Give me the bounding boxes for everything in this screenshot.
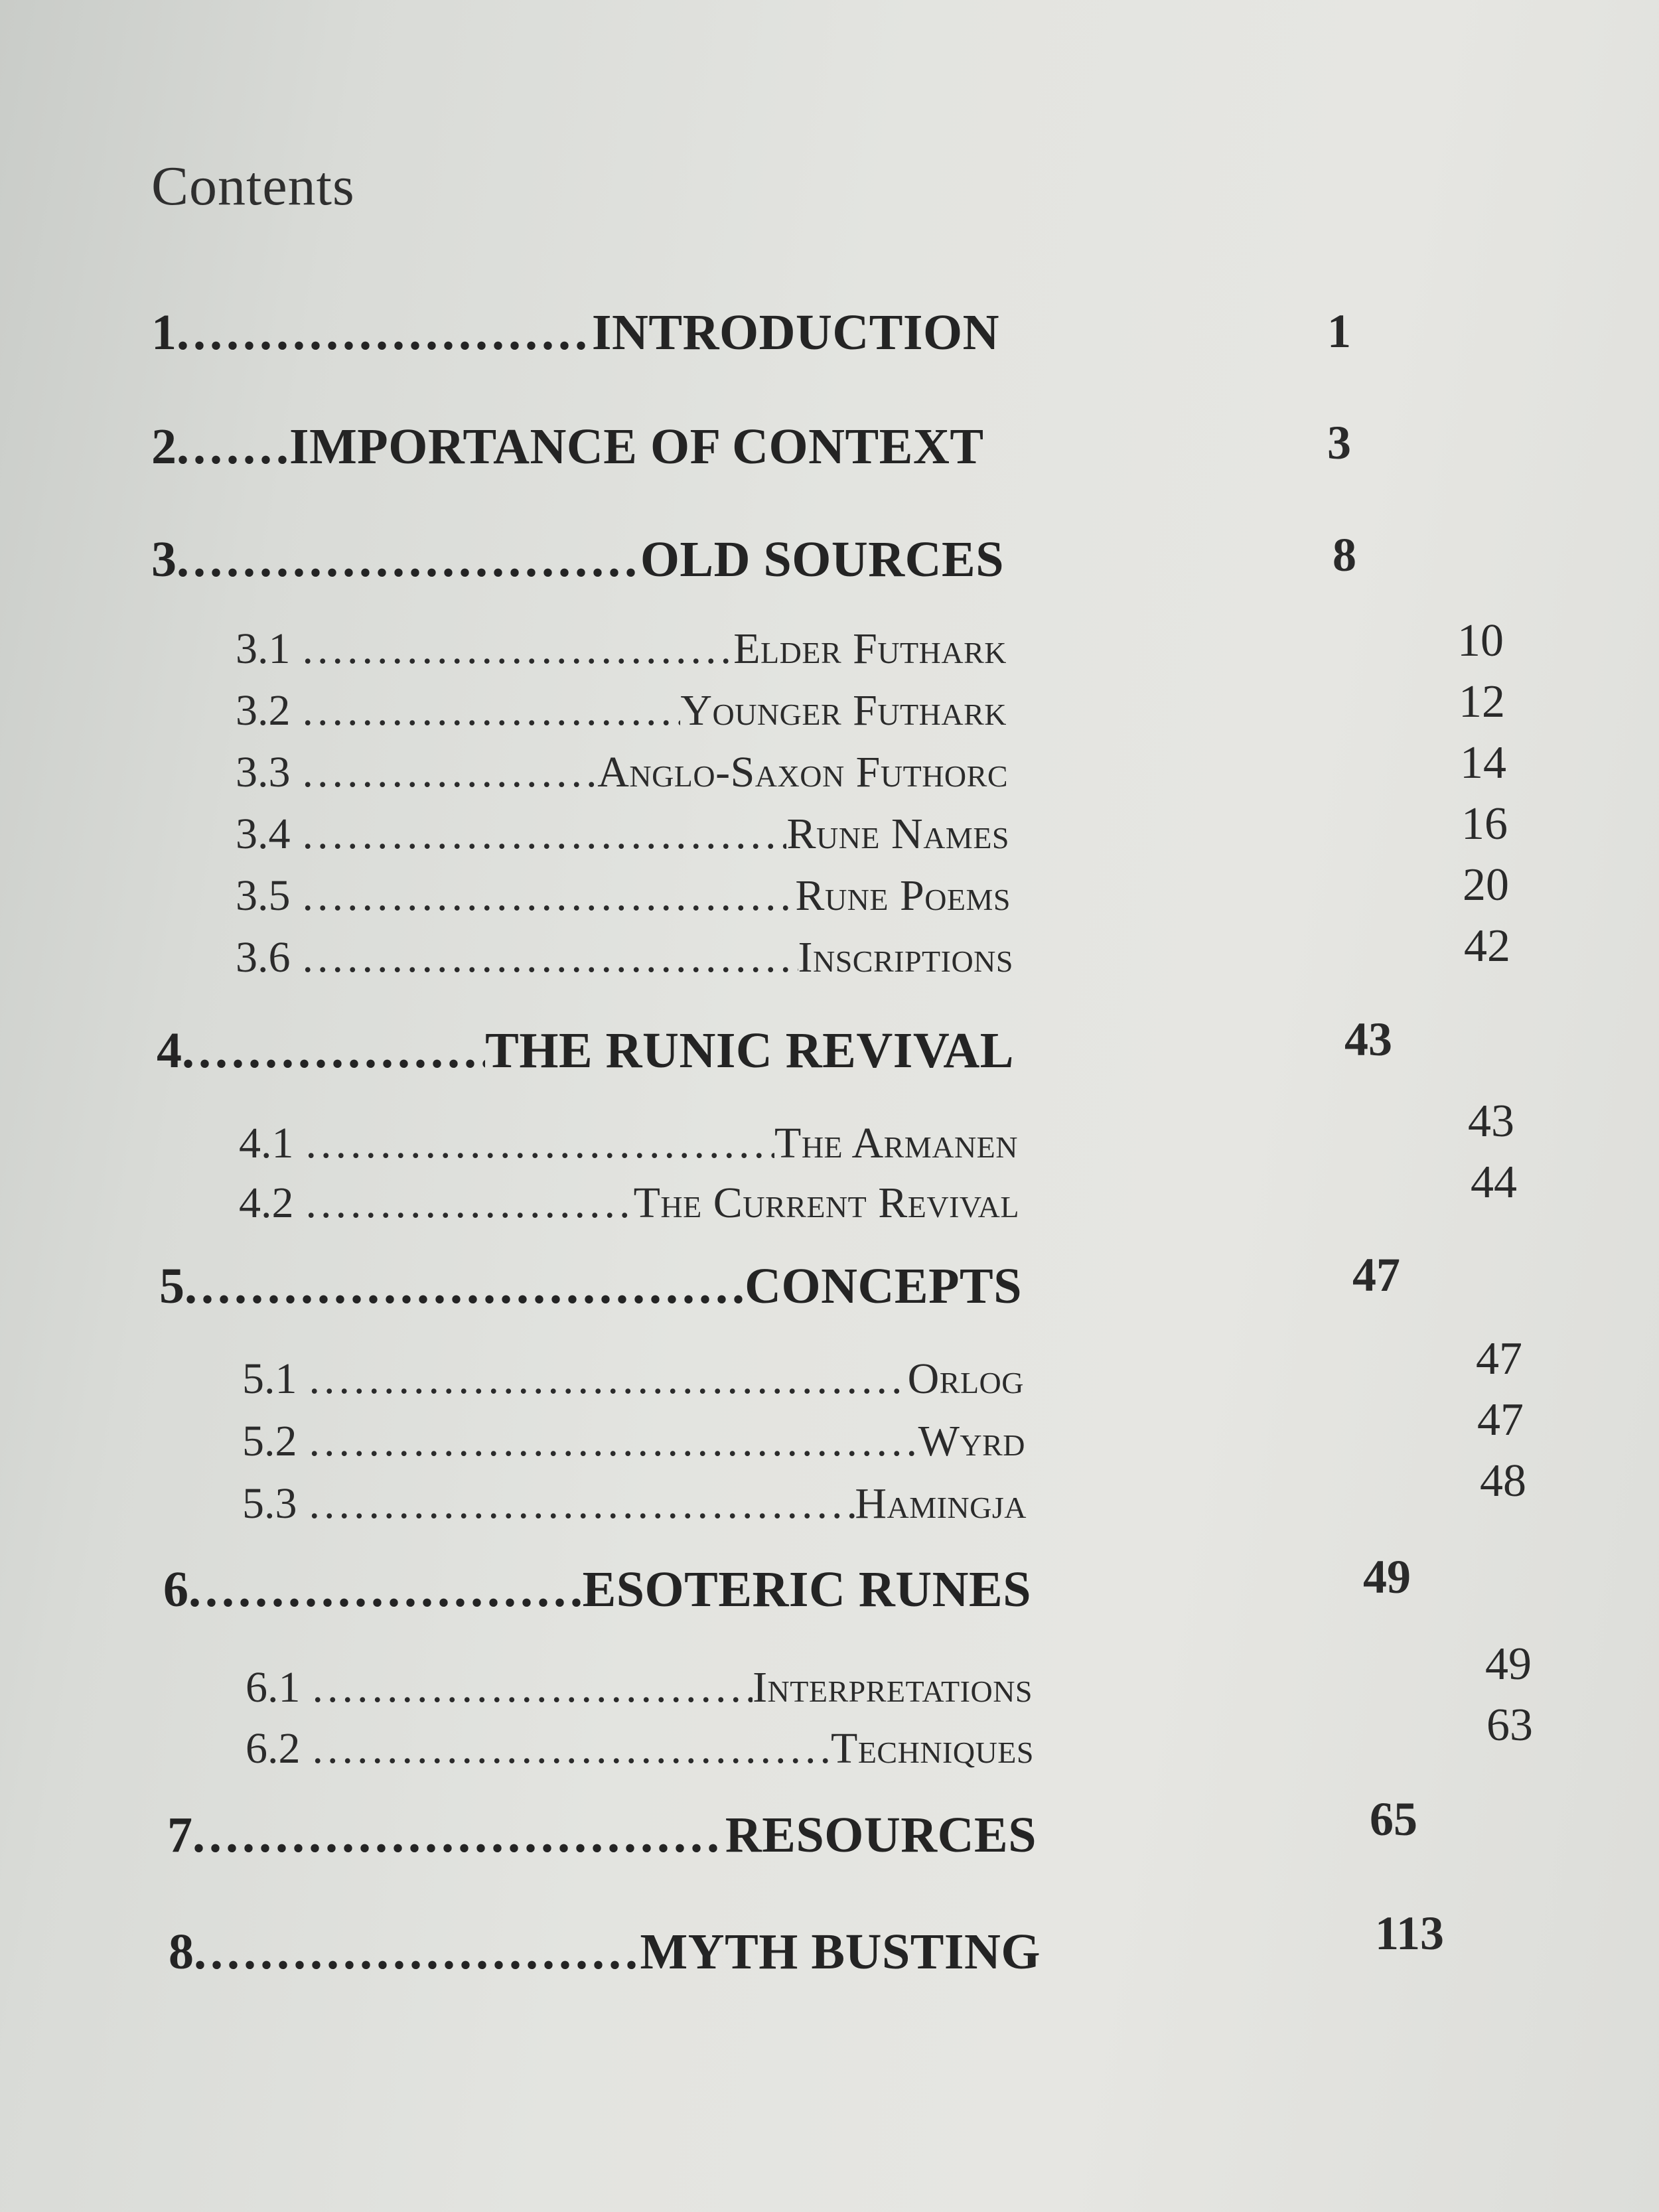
section-3-3-page: 14 (1460, 737, 1506, 788)
section-title: The Current Revival (633, 1179, 1019, 1227)
toc-chapter-2 (151, 418, 1004, 476)
chapter-title: INTRODUCTION (591, 305, 999, 360)
chapter-number: 8 (169, 1924, 194, 1980)
toc-section-4-1 (239, 1118, 1018, 1169)
section-6-2-page: 63 (1486, 1700, 1533, 1751)
dot-leader (184, 1258, 745, 1315)
dot-leader (192, 1806, 725, 1864)
section-title: Rune Names (786, 810, 1009, 858)
toc-chapter-3 (151, 531, 1004, 589)
section-3-1-page: 10 (1457, 615, 1504, 666)
dot-leader (309, 1479, 855, 1529)
chapter-number: 7 (167, 1807, 192, 1863)
bleed-through-texture (1294, 239, 1639, 300)
dot-leader (306, 1178, 634, 1228)
section-number: 6.1 (246, 1663, 301, 1712)
section-number: 3.1 (236, 625, 291, 673)
dot-leader (309, 1416, 918, 1467)
toc-chapter-1 (151, 304, 999, 362)
page-title: Contents (151, 155, 355, 217)
section-4-1-page: 43 (1468, 1096, 1514, 1147)
section-number: 3.3 (236, 748, 291, 796)
section-title: Wyrd (918, 1417, 1025, 1465)
toc-section-5-2 (242, 1416, 1025, 1467)
section-3-4-page: 16 (1461, 798, 1508, 849)
toc-section-4-2 (239, 1178, 1019, 1228)
dot-leader (303, 932, 798, 983)
dot-leader (309, 1354, 908, 1404)
chapter-number: 5 (159, 1258, 184, 1314)
dot-leader (177, 304, 592, 362)
section-3-2-page: 12 (1459, 676, 1505, 727)
chapter-title: ESOTERIC RUNES (582, 1562, 1031, 1617)
section-title: Inscriptions (798, 933, 1013, 982)
toc-chapter-5 (159, 1258, 1022, 1315)
toc-section-6-2 (246, 1724, 1034, 1774)
section-number: 3.2 (236, 686, 291, 735)
toc-section-5-3 (242, 1479, 1027, 1529)
section-title: Interpretations (753, 1663, 1033, 1712)
toc-section-5-1 (242, 1354, 1024, 1404)
dot-leader (194, 1923, 640, 1981)
section-5-2-page: 47 (1477, 1394, 1524, 1445)
chapter-1-page: 1 (1327, 305, 1351, 358)
chapter-number: 6 (163, 1562, 188, 1617)
toc-section-3-3 (236, 747, 1008, 798)
toc-chapter-4 (157, 1022, 1014, 1080)
section-number: 3.5 (236, 871, 291, 920)
chapter-7-page: 65 (1370, 1793, 1417, 1846)
section-number: 4.2 (239, 1179, 294, 1227)
section-4-2-page: 44 (1471, 1157, 1517, 1208)
toc-section-6-1 (246, 1662, 1033, 1713)
chapter-title: THE RUNIC REVIVAL (485, 1023, 1014, 1078)
section-3-6-page: 42 (1464, 921, 1510, 972)
toc-chapter-6 (163, 1561, 1031, 1619)
chapter-number: 3 (151, 532, 177, 587)
section-5-3-page: 48 (1480, 1455, 1526, 1507)
section-number: 5.1 (242, 1355, 297, 1403)
section-3-5-page: 20 (1463, 859, 1509, 911)
dot-leader (313, 1662, 753, 1713)
section-title: Anglo-Saxon Futhorc (597, 748, 1008, 796)
dot-leader (306, 1118, 775, 1169)
section-title: Elder Futhark (733, 625, 1007, 673)
toc-section-3-2 (236, 686, 1007, 736)
chapter-4-page: 43 (1344, 1013, 1392, 1066)
dot-leader (303, 809, 787, 859)
dot-leader (303, 686, 681, 736)
dot-leader (303, 747, 598, 798)
toc-section-3-6 (236, 932, 1013, 983)
toc-section-3-4 (236, 809, 1009, 859)
chapter-number: 2 (151, 419, 177, 475)
section-title: Hamingja (855, 1479, 1027, 1528)
toc-section-3-1 (236, 624, 1007, 674)
chapter-8-page: 113 (1375, 1907, 1445, 1960)
section-number: 5.2 (242, 1417, 297, 1465)
dot-leader (182, 1022, 485, 1080)
dot-leader (303, 624, 734, 674)
section-number: 3.6 (236, 933, 291, 982)
dot-leader (313, 1724, 831, 1774)
section-number: 6.2 (246, 1724, 301, 1773)
chapter-title: RESOURCES (725, 1807, 1037, 1863)
toc-chapter-7 (167, 1806, 1037, 1864)
section-number: 3.4 (236, 810, 291, 858)
section-6-1-page: 49 (1485, 1639, 1532, 1690)
chapter-title: OLD SOURCES (640, 532, 1004, 587)
section-title: Younger Futhark (680, 686, 1007, 735)
section-title: The Armanen (774, 1119, 1018, 1167)
section-title: Orlog (907, 1355, 1024, 1403)
section-number: 4.1 (239, 1119, 294, 1167)
chapter-2-page: 3 (1327, 416, 1351, 469)
dot-leader (177, 418, 289, 476)
dot-leader (177, 531, 640, 589)
section-title: Techniques (831, 1724, 1034, 1773)
dot-leader (303, 871, 796, 921)
toc-section-3-5 (236, 871, 1011, 921)
chapter-number: 1 (151, 305, 177, 360)
section-title: Rune Poems (795, 871, 1011, 920)
chapter-3-page: 8 (1333, 528, 1356, 581)
chapter-title: MYTH BUSTING (640, 1924, 1041, 1980)
chapter-6-page: 49 (1363, 1550, 1411, 1603)
section-5-1-page: 47 (1476, 1333, 1522, 1384)
section-number: 5.3 (242, 1479, 297, 1528)
toc-chapter-8 (169, 1923, 1041, 1981)
chapter-5-page: 47 (1352, 1248, 1400, 1301)
chapter-title: CONCEPTS (745, 1258, 1022, 1314)
chapter-title: IMPORTANCE OF CONTEXT (289, 419, 984, 475)
dot-leader (188, 1561, 583, 1619)
chapter-number: 4 (157, 1023, 182, 1078)
